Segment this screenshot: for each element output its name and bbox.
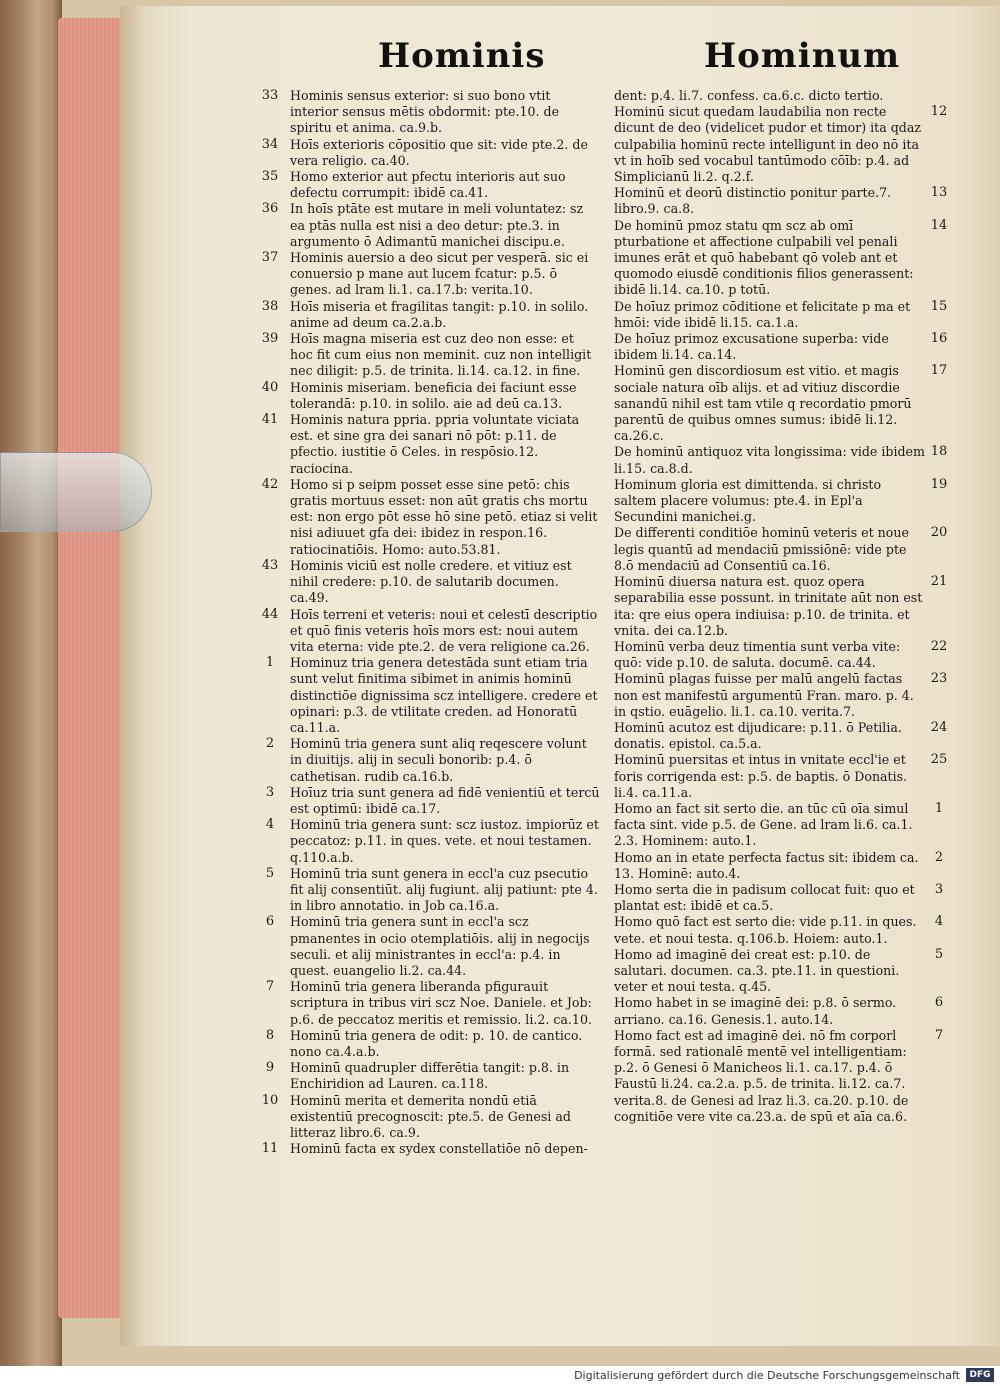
entry-number: 5 [265, 865, 275, 881]
index-entry [261, 1141, 600, 1157]
entry-number: 4 [934, 914, 944, 930]
entry-text: Hominis viciū est nolle credere. et vitiuz est nihil credere: p.10. de salutarib documen. ca.49. [290, 557, 572, 606]
left-column [261, 88, 600, 1157]
index-entry [261, 331, 600, 380]
index-entry [614, 946, 944, 996]
entry-number: 2 [265, 736, 275, 752]
entry-text: Hominū sicut quedam laudabilia non recte dicunt de deo (videlicet pudor et timor) ita qdaz culpabilia hominū recte intelligunt in deo nō ita vt in hoīb sed vocabul tantūmodo cōīb: p.4. ad Simplicianū li.2. q.2.f. [614, 104, 922, 185]
entry-number: 34 [261, 136, 279, 152]
dfg-logo-icon: DFG [966, 1368, 994, 1382]
entry-text: De hoīuz primoz cōditione et felicitate p ma et hmōi: vide ibidē li.15. ca.1.a. [614, 298, 911, 330]
entry-number: 40 [261, 379, 279, 395]
entry-text: Hominū tria genera sunt in eccl'a scz pmanentes in ocio otemplatiōis. alij in negocijs seculi. et alij ministrantes in eccl'a: p.4. in quest. euangelio li.2. ca.44. [290, 914, 590, 978]
entry-number: 22 [930, 638, 948, 654]
entry-text: Hominū puersitas et intus in vnitate eccl'ie et foris corrigenda est: p.5. de baptis. ō Donatis. li.4. ca.11.a. [614, 752, 908, 800]
entry-text: Hominū tria sunt genera in eccl'a cuz psecutio fit alij consentiūt. alij fugiunt. alij patiunt: pte 4. in libro annotatio. in Job ca.16.a. [290, 865, 598, 914]
entry-text: Hominū plagas fuisse per malū angelū factas non est manifestū argumentū Fran. maro. p. 4. in qstio. euāgelio. li.1. ca.10. verita.7. [614, 671, 914, 719]
entry-text: Hominū acutoz est dijudicare: p.11. ō Petilia. donatis. epistol. ca.5.a. [614, 719, 902, 752]
index-entry [265, 865, 600, 915]
index-entry [614, 1027, 944, 1125]
heading-right: Hominum [704, 36, 901, 76]
entry-text: Hominū gen discordiosum est vitio. et magis sociale natura oīb alijs. et ad vitiuz discordie sanandū nihil est tam vtile q recordatio pmorū parentū de quibus omnes sumus: ibidē li.12. ca.26.c. [614, 363, 912, 444]
index-entry [261, 201, 600, 250]
entry-number: 11 [261, 1141, 279, 1157]
index-entry [614, 444, 948, 476]
entry-number: 14 [930, 217, 948, 233]
entry-text: Homo exterior aut pfectu interioris aut suo defectu corrumpit: ibidē ca.41. [290, 169, 566, 201]
entry-text: Homo ad imaginē dei creat est: p.10. de salutari. documen. ca.3. pte.11. in questioni. veter et noui testa. q.45. [614, 946, 900, 995]
index-entry [261, 250, 600, 299]
index-entry [614, 476, 948, 526]
entry-number: 8 [265, 1027, 275, 1043]
entry-number: 10 [261, 1092, 279, 1108]
entry-number: 24 [930, 719, 948, 735]
entry-number: 18 [930, 444, 948, 460]
entry-text: Homo habet in se imaginē dei: p.8. ō sermo. arriano. ca.16. Genesis.1. auto.14. [614, 995, 897, 1027]
entry-text: Hominis natura ppria. ppria voluntate viciata est. et sine gra dei sanari nō pōt: p.11. de pfectio. iustitie ō Celes. in respōsio.12. raciocina. [290, 412, 580, 476]
entry-number: 20 [930, 525, 948, 541]
entry-number: 2 [934, 849, 944, 865]
footer-credit: Digitalisierung gefördert durch die Deutsche Forschungsgemeinschaft [574, 1369, 960, 1382]
entry-number: 42 [261, 476, 279, 492]
right-column [614, 88, 948, 1125]
entry-text: Hoīuz tria sunt genera ad fidē venientiū et tercū est optimū: ibidē ca.17. [290, 784, 600, 816]
entry-text: Hominū tria genera sunt aliq reqescere volunt in diuitijs. alij in seculi bonorib: p.4. ō cathetisan. rudib ca.16.b. [290, 736, 587, 784]
index-entry [614, 185, 948, 217]
entry-text: Hominū quadrupler differētia tangit: p.8. in Enchiridion ad Lauren. ca.118. [290, 1060, 570, 1092]
entry-number: 19 [930, 476, 948, 492]
index-entry [614, 217, 948, 299]
entry-text: Hominis sensus exterior: si suo bono vtit interior sensus mētis obdormit: pte.10. de spiritu et anima. ca.9.b. [290, 88, 560, 136]
entry-text: Homo quō fact est serto die: vide p.11. in ques. vete. et noui testa. q.106.b. Hoiem: auto.1. [614, 914, 917, 946]
entry-text: De hoīuz primoz excusatione superba: vide ibidem li.14. ca.14. [614, 331, 889, 363]
index-entry [261, 298, 600, 331]
index-entry [261, 169, 600, 201]
index-entry [614, 574, 948, 639]
index-entry [614, 525, 948, 574]
entry-number: 33 [261, 88, 279, 103]
entry-text: Hominū facta ex sydex constellatiōe nō depen- [290, 1141, 588, 1157]
entry-text: Homo an fact sit serto die. an tūc cū oīa simul facta sint. vide p.5. de Gene. ad lram li.6. ca.1. 2.3. Hominem: auto.1. [614, 800, 913, 849]
page-clip [0, 452, 152, 532]
index-entry [614, 752, 948, 801]
index-entry [614, 800, 944, 850]
entry-text: Hominū et deorū distinctio ponitur parte.7. libro.9. ca.8. [614, 185, 892, 217]
index-entry [261, 557, 600, 607]
entry-text: De hominū pmoz statu qm scz ab omī pturbatione et affectione culpabili vel penali imunes erāt et quō habebant qō voleb ant et quomodo eiusdē conditionis filios generassent: ibidē li.14. ca.10. p totū. [614, 217, 914, 298]
index-entry [614, 995, 944, 1027]
entry-number: 25 [930, 752, 948, 768]
index-entry [265, 736, 600, 785]
index-entry [265, 784, 600, 817]
entry-text: De differenti conditiōe hominū veteris et noue legis quantū ad mendaciū pmissiōnē: vide pte 8.ō mendaciū ad Consentiū ca.16. [614, 525, 909, 573]
entry-text: Hominum gloria est dimittenda. si christo saltem placere volumus: pte.4. in Epl'a Secundini manichei.g. [614, 476, 882, 525]
entry-number: 7 [265, 979, 275, 995]
entry-number: 15 [930, 298, 948, 314]
index-entry [614, 719, 948, 752]
index-entry [261, 1092, 600, 1142]
index-entry [614, 914, 944, 946]
entry-number: 6 [265, 914, 275, 930]
entry-text: Homo fact est ad imaginē dei. nō fm corporl formā. sed rationalē mentē vel intelligentiam: p.2. ō Genesi ō Manicheos li.1. ca.17. p.4. ō Faustū li.24. ca.2.a. p.5. de trinita. li.12. ca.7. verita.8. de Genesi ad lraz li.3. ca.20. p.10. de cognitiōe vere vite ca.23.a. de spū et aīa ca.6. [614, 1027, 909, 1124]
entry-number: 43 [261, 557, 279, 573]
index-entry [261, 606, 600, 656]
entry-number: 23 [930, 671, 948, 687]
entry-text: Hoīs terreni et veteris: noui et celestī descriptio et quō finis veteris hoīs mors est: noui autem vita eterna: vide pte.2. de vera religione ca.26. [290, 606, 598, 654]
page-edges [58, 18, 128, 1318]
entry-text: dent: p.4. li.7. confess. ca.6.c. dicto tertio. [614, 88, 884, 103]
entry-number: 39 [261, 331, 279, 347]
index-entry [265, 979, 600, 1028]
entry-text: Hominū verba deuz timentia sunt verba vite: quō: vide p.10. de saluta. documē. ca.44. [614, 638, 901, 671]
index-entry [614, 638, 948, 671]
index-entry [614, 88, 926, 104]
index-entry [261, 476, 600, 558]
footer-bar [0, 1366, 1000, 1386]
entry-number: 21 [930, 574, 948, 590]
index-entry [614, 671, 948, 720]
entry-text: Hominuz tria genera detestāda sunt etiam tria sunt velut finitima sibimet in animis hominū distinctiōe dignissima scz intelligere. credere et opinari: p.3. de vtilitate creden. ad Honoratū ca.11.a. [290, 655, 598, 735]
entry-number: 36 [261, 201, 279, 217]
entry-text: Homo an in etate perfecta factus sit: ibidem ca. 13. Hominē: auto.4. [614, 849, 919, 881]
entry-number: 16 [930, 331, 948, 347]
index-entry [265, 914, 600, 979]
index-entry [261, 379, 600, 412]
index-entry [614, 331, 948, 363]
entry-number: 37 [261, 250, 279, 266]
index-entry [261, 136, 600, 169]
entry-text: Homo si p seipm posset esse sine petō: chis gratis mortuus esset: non aūt gratis chs mortu est: non ergo pōt esse hō sine petō. etiaz si velit nisi adiuuet gfa dei: ibidez in respon.16. ratiocinatiōis. Homo: auto.53.81. [290, 476, 598, 557]
index-entry [261, 412, 600, 477]
entry-number: 4 [265, 817, 275, 833]
entry-text: Hominū tria genera liberanda pfigurauit scriptura in tribus viri scz Noe. Daniele. et Job: p.6. de peccatoz meritis et remissio. li.2. ca.10. [290, 979, 592, 1027]
entry-number: 5 [934, 946, 944, 962]
entry-number: 13 [930, 185, 948, 201]
entry-text: In hoīs ptāte est mutare in meli voluntatez: sz ea ptās nulla est nisi a deo detur: pte.3. in argumento ō Adimantū manichei discipu.e. [290, 201, 584, 249]
index-entry [614, 104, 948, 185]
entry-text: De hominū antiquoz vita longissima: vide ibidem li.15. ca.8.d. [614, 444, 925, 476]
entry-number: 1 [934, 800, 944, 816]
entry-text: Hoīs miseria et fragilitas tangit: p.10. in solilo. anime ad deum ca.2.a.b. [290, 298, 589, 330]
entry-text: Hominū tria genera de odit: p. 10. de cantico. nono ca.4.a.b. [290, 1027, 583, 1059]
index-entry [261, 88, 600, 137]
entry-text: Hoīs exterioris cōpositio que sit: vide pte.2. de vera religio. ca.40. [290, 136, 588, 168]
index-entry [614, 849, 944, 882]
entry-number: 9 [265, 1060, 275, 1076]
entry-number: 44 [261, 606, 279, 622]
entry-number: 12 [930, 104, 948, 120]
heading-left: Hominis [378, 36, 546, 76]
entry-text: Hominū diuersa natura est. quoz opera separabilia esse possunt. in trinitate aūt non est ita: qre eius opera indiuisa: p.10. de trinita. et vnita. dei ca.12.b. [614, 574, 923, 638]
entry-number: 3 [934, 881, 944, 897]
entry-text: Homo serta die in padisum collocat fuit: quo et plantat est: ibidē et ca.5. [614, 881, 915, 914]
entry-number: 7 [934, 1027, 944, 1043]
entry-number: 17 [930, 363, 948, 379]
entry-text: Hoīs magna miseria est cuz deo non esse: et hoc fit cum eius non meminit. cuz non intelligit nec diligit: p.5. de trinita. li.14. ca.12. in fine. [290, 331, 592, 379]
entry-number: 1 [265, 655, 275, 671]
book-cover-edge [0, 0, 62, 1366]
index-entry [614, 363, 948, 444]
index-entry [265, 1027, 600, 1060]
index-entry [265, 817, 600, 866]
entry-number: 41 [261, 412, 279, 428]
index-entry [265, 655, 600, 736]
entry-text: Hominū merita et demerita nondū etiā existentiū precognoscit: pte.5. de Genesi ad litteraz libro.6. ca.9. [290, 1092, 571, 1140]
index-entry [265, 1060, 600, 1092]
entry-text: Hominū tria genera sunt: scz iustoz. impiorūz et peccatoz: p.11. in ques. vete. et noui testamen. q.110.a.b. [290, 817, 599, 865]
entry-text: Hominis auersio a deo sicut per vesperā. sic ei conuersio p mane aut lucem fcatur: p.5. ō genes. ad lram li.1. ca.17.b: verita.10. [290, 250, 589, 298]
entry-text: Hominis miseriam. beneficia dei faciunt esse tolerandā: p.10. in solilo. aie ad deū ca.13. [290, 379, 577, 411]
index-entry [614, 298, 948, 331]
entry-number: 3 [265, 784, 275, 800]
entry-number: 6 [934, 995, 944, 1011]
entry-number: 35 [261, 169, 279, 185]
index-entry [614, 881, 944, 914]
entry-number: 38 [261, 298, 279, 314]
